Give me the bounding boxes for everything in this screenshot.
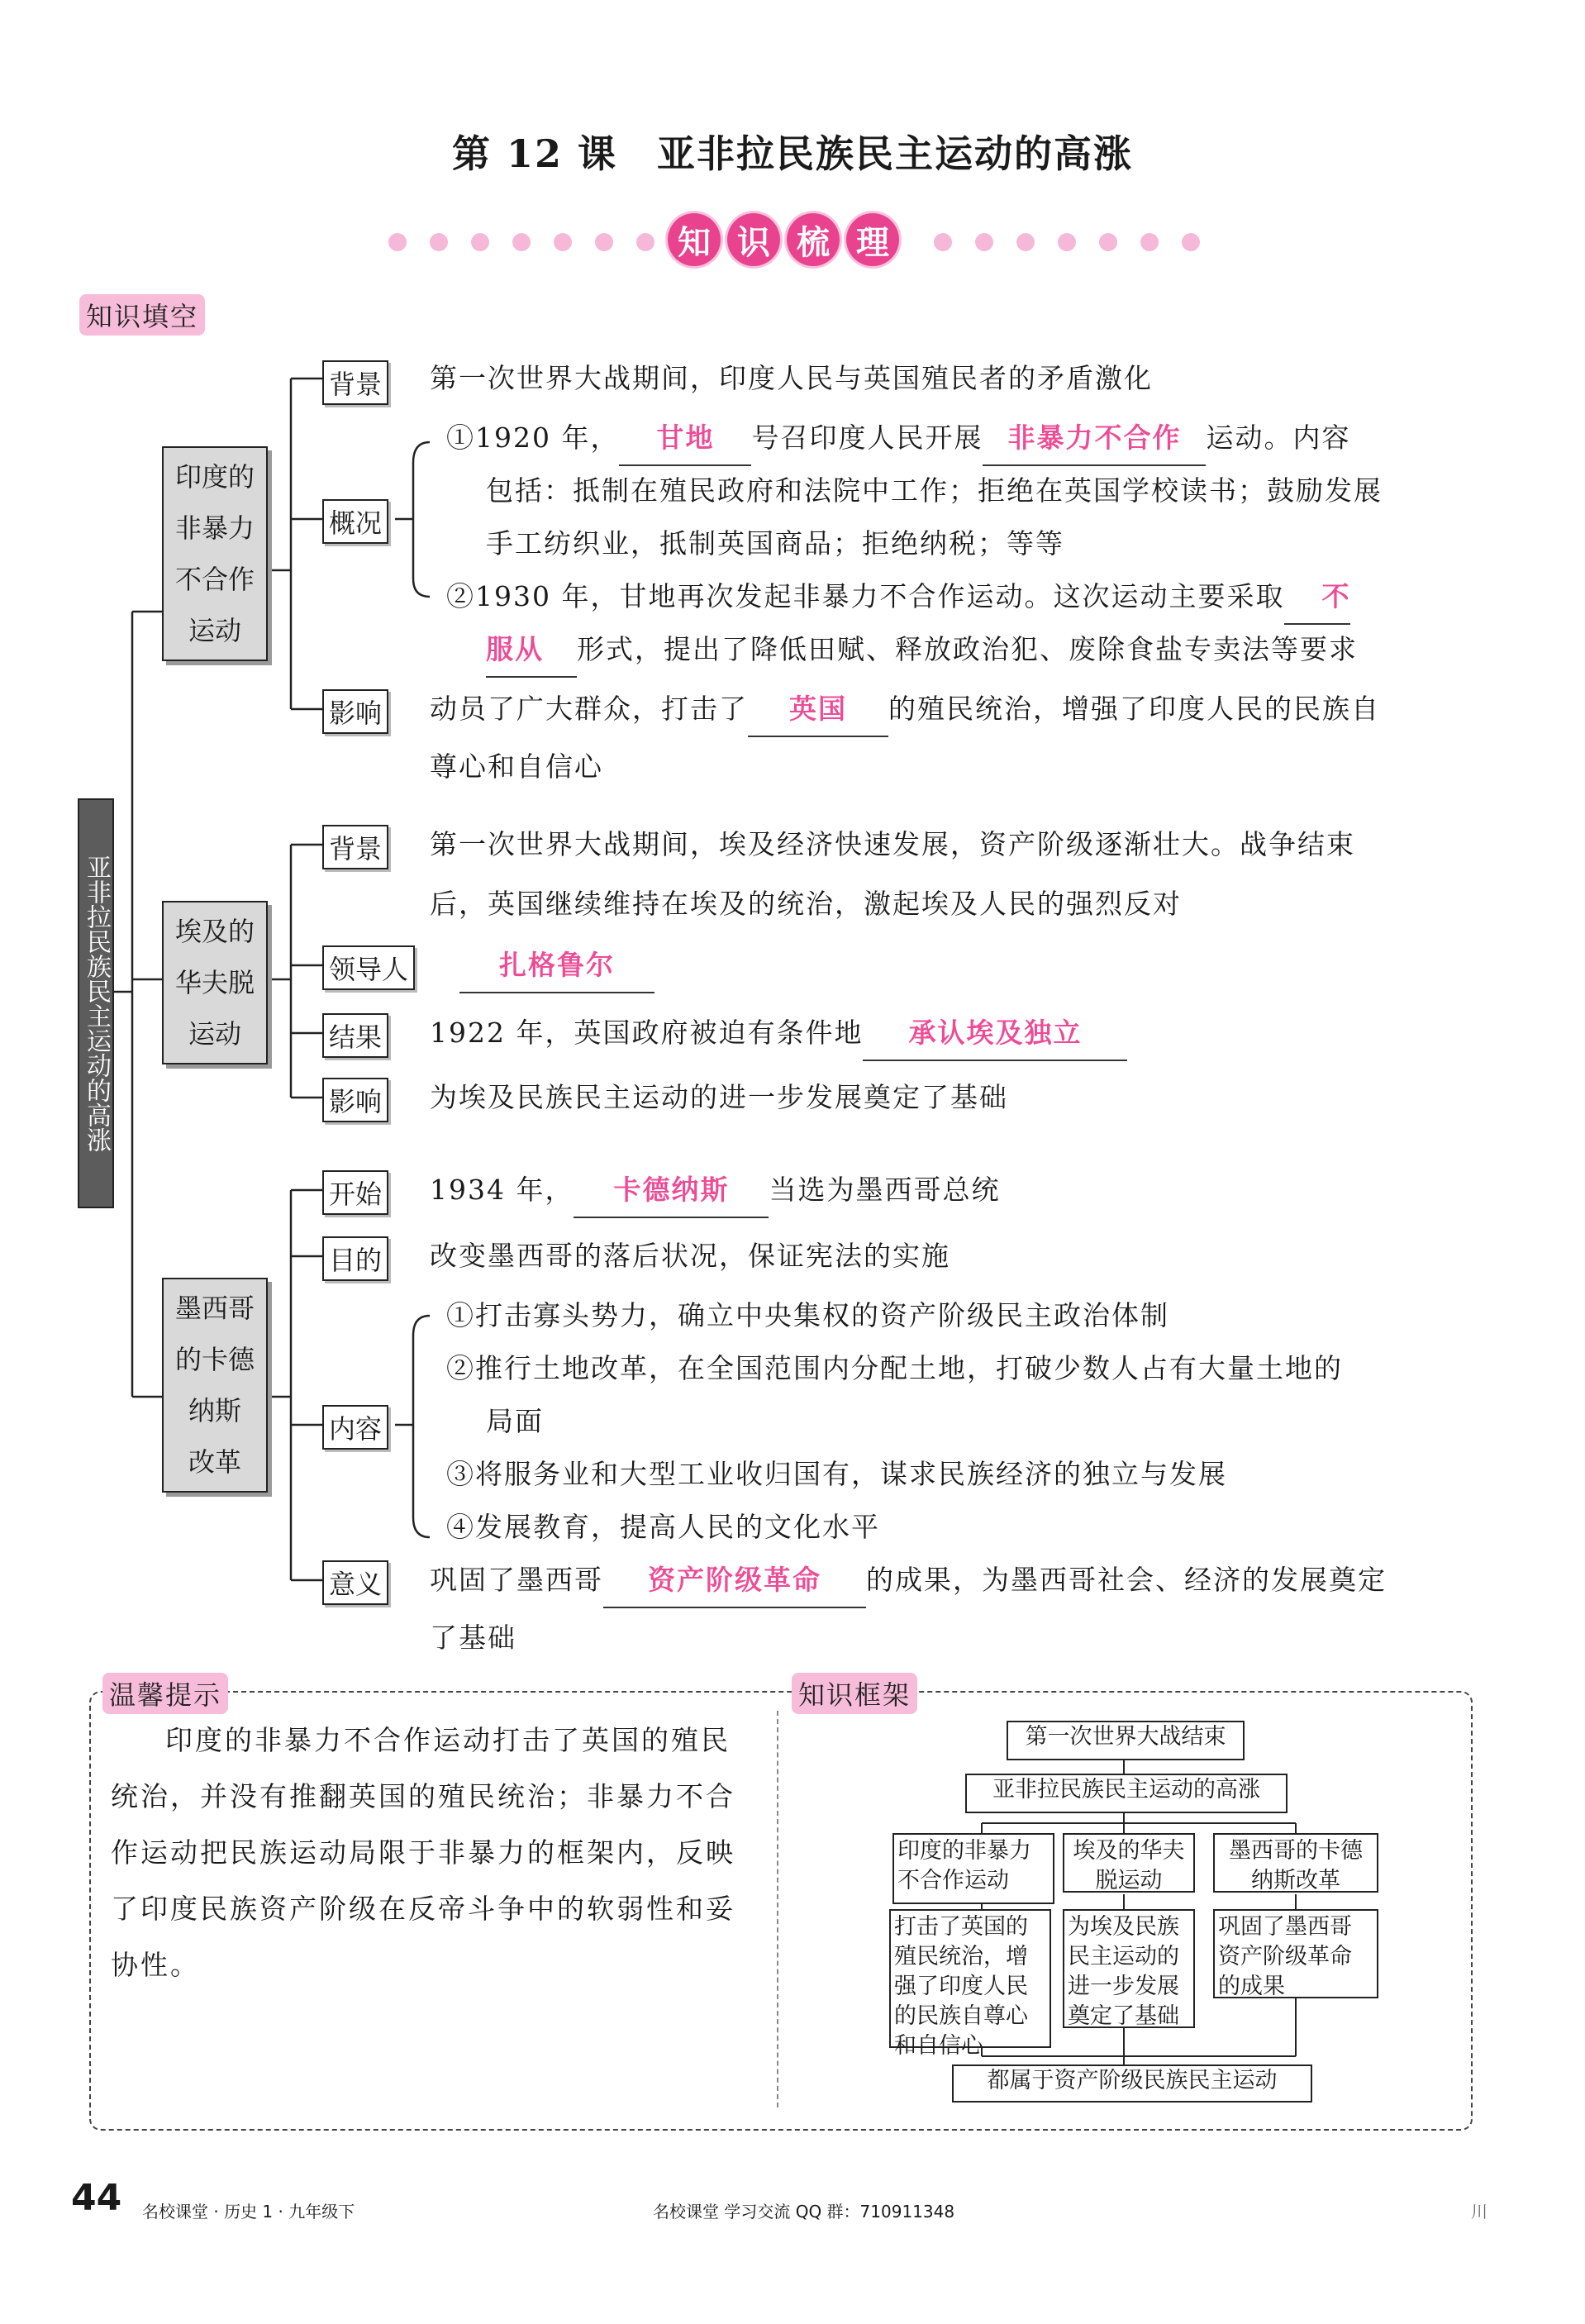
framework-branch-mexico: 墨西哥的卡德纳斯改革 <box>1213 1833 1378 1893</box>
label-egypt-impact: 影响 <box>322 1078 388 1122</box>
topic-line: 运动 <box>188 615 241 646</box>
mexico-content-3: ③将服务业和大型工业收归国有，谋求民族经济的独立与发展 <box>446 1458 1227 1490</box>
answer-britain: 英国 <box>748 683 888 737</box>
answer-bourgeois-revolution: 资产阶级革命 <box>603 1554 866 1608</box>
mexico-content-2-line2: 局面 <box>486 1405 544 1437</box>
topic-line: 埃及的 <box>174 916 255 947</box>
answer-disobedience-2: 服从 <box>486 623 577 678</box>
warm-tip-text: 印度的非暴力不合作运动打击了英国的殖民统治，并没有推翻英国的殖民统治；非暴力不合作运动把民族运动局限于非暴力的框架内，反映了印度民族资产阶级在反帝斗争中的软弱性和妥协性。 <box>111 1724 735 1981</box>
label-mexico-goal: 目的 <box>322 1236 388 1281</box>
text: 巩固了墨西哥 <box>430 1564 603 1596</box>
label-mexico-content: 内容 <box>322 1405 388 1450</box>
egypt-impact-line: 为埃及民族民主运动的进一步发展奠定了基础 <box>430 1081 1008 1113</box>
label-mexico-start: 开始 <box>322 1170 388 1215</box>
framework-branch-egypt: 埃及的华夫脱运动 <box>1063 1833 1195 1893</box>
warm-tip-tag: 温馨提示 <box>102 1673 228 1714</box>
india-background-text: 第一次世界大战期间，印度人民与英国殖民者的矛盾激化 <box>430 362 1153 394</box>
fill-blank-tag: 知识填空 <box>79 294 205 336</box>
mexico-content-4: ④发展教育，提高人民的文化水平 <box>446 1511 880 1543</box>
label-india-impact: 影响 <box>322 689 388 734</box>
text: ①1920 年， <box>446 421 620 454</box>
page-title: 第 12 课 亚非拉民族民主运动的高涨 <box>451 131 1134 176</box>
answer-non-violence: 非暴力不合作 <box>983 412 1206 466</box>
india-impact-line2: 尊心和自信心 <box>430 750 603 783</box>
answer-gandhi: 甘地 <box>619 412 751 466</box>
topic-line: 印度的 <box>174 461 255 493</box>
label-egypt-background: 背景 <box>322 825 388 869</box>
topic-line: 纳斯 <box>188 1395 241 1426</box>
framework-result-india: 打击了英国的殖民统治，增强了印度人民的民族自尊心和自信心 <box>889 1909 1051 2048</box>
page-number: 44 <box>71 2177 122 2219</box>
answer-cardenas: 卡德纳斯 <box>574 1164 769 1218</box>
answer-zaghlul: 扎格鲁尔 <box>459 939 654 993</box>
framework-tag: 知识框架 <box>792 1673 917 1714</box>
egypt-background-line2: 后，英国继续维持在埃及的统治，激起埃及人民的强烈反对 <box>430 888 1182 920</box>
framework-main-box: 亚非拉民族民主运动的高涨 <box>965 1774 1288 1813</box>
framework-result-mexico: 巩固了墨西哥资产阶级革命的成果 <box>1213 1909 1378 1998</box>
topic-line: 华夫脱 <box>174 967 255 998</box>
india-overview-1-line3: 手工纺织业，抵制英国商品；拒绝纳税；等等 <box>486 527 1064 560</box>
text: 运动。内容 <box>1206 421 1351 454</box>
framework-branch-india: 印度的非暴力不合作运动 <box>892 1833 1054 1904</box>
banner-char: 梳 <box>787 213 840 266</box>
egypt-background-line1: 第一次世界大战期间，埃及经济快速发展，资产阶级逐渐壮大。战争结束 <box>430 828 1355 860</box>
label-india-overview: 概况 <box>322 499 388 544</box>
india-overview-1-line2: 包括：抵制在殖民政府和法院中工作；拒绝在英国学校读书；鼓励发展 <box>486 474 1383 507</box>
text: 的殖民统治，增强了印度人民的民族自 <box>888 693 1380 725</box>
footer-book-title: 名校课堂 · 历史 1 · 九年级下 <box>142 2202 355 2222</box>
mexico-goal-line: 改变墨西哥的落后状况，保证宪法的实施 <box>430 1240 950 1272</box>
framework-result-egypt: 为埃及民族民主运动的进一步发展奠定了基础 <box>1063 1909 1195 2028</box>
footer-corner-mark: 川 <box>1471 2202 1487 2222</box>
text: 1934 年， <box>430 1174 574 1206</box>
label-mexico-meaning: 意义 <box>322 1560 388 1605</box>
mexico-content-2-line1: ②推行土地改革，在全国范围内分配土地，打破少数人占有大量土地的 <box>446 1352 1343 1384</box>
answer-egypt-independence: 承认埃及独立 <box>863 1007 1127 1061</box>
banner-char: 识 <box>727 213 780 266</box>
topic-line: 的卡德 <box>174 1344 255 1375</box>
framework-bottom-box: 都属于资产阶级民族民主运动 <box>952 2064 1312 2103</box>
topic-line: 墨西哥 <box>174 1293 255 1324</box>
banner-char: 知 <box>668 213 721 266</box>
label-india-background: 背景 <box>322 360 388 405</box>
topic-line: 不合作 <box>174 564 255 595</box>
banner-char: 理 <box>846 213 899 266</box>
text: 动员了广大群众，打击了 <box>430 693 748 725</box>
text: 形式，提出了降低田赋、释放政治犯、废除食盐专卖法等要求 <box>577 633 1358 665</box>
text: 号召印度人民开展 <box>751 421 983 454</box>
topic-line: 运动 <box>188 1018 241 1050</box>
label-egypt-result: 结果 <box>322 1013 388 1058</box>
text: 当选为墨西哥总统 <box>769 1174 1001 1206</box>
answer-disobedience-1: 不 <box>1284 570 1350 625</box>
text: ②1930 年，甘地再次发起非暴力不合作运动。这次运动主要采取 <box>446 580 1285 612</box>
text: 1922 年，英国政府被迫有条件地 <box>430 1017 864 1049</box>
footer-qq-group: 名校课堂 学习交流 QQ 群：710911348 <box>653 2202 955 2222</box>
text: 的成果，为墨西哥社会、经济的发展奠定 <box>866 1564 1387 1596</box>
mexico-content-1: ①打击寡头势力，确立中央集权的资产阶级民主政治体制 <box>446 1299 1169 1331</box>
mexico-meaning-line2: 了基础 <box>430 1622 516 1654</box>
topic-line: 非暴力 <box>174 512 255 544</box>
label-egypt-leader: 领导人 <box>322 945 415 990</box>
root-topic-box: 亚非拉民族民主运动的高涨 <box>78 798 114 1208</box>
framework-top-box: 第一次世界大战结束 <box>1007 1721 1245 1760</box>
topic-line: 改革 <box>188 1446 241 1478</box>
